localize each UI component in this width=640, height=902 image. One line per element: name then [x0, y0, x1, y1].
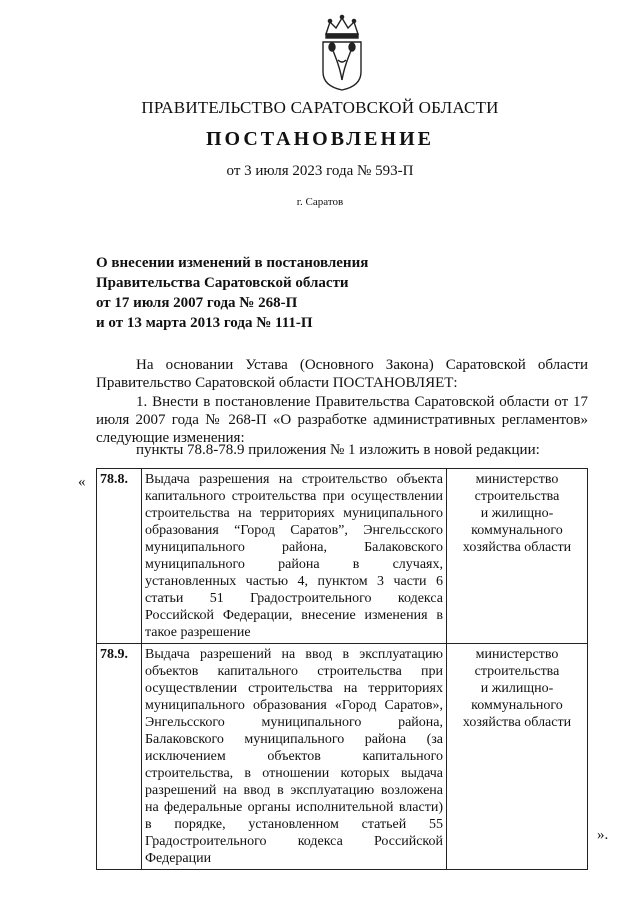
org-line: строительства — [474, 489, 560, 504]
org-line: хозяйства области — [462, 540, 572, 555]
org-line: коммунального — [471, 698, 563, 713]
org-line: строительства — [474, 664, 560, 679]
row-responsible-body — [447, 469, 588, 644]
close-quote: ». — [597, 827, 609, 843]
org-line: и жилищно- — [480, 681, 554, 696]
open-quote: « — [78, 474, 86, 490]
row-responsible-body — [447, 644, 588, 870]
body-paragraph-items: пункты 78.8-78.9 приложения № 1 изложить в новой редакции: — [136, 442, 540, 458]
org-line: коммунального — [471, 523, 563, 538]
subject-line: О внесении изменений в постановления — [96, 255, 369, 271]
row-description: Выдача разрешений на ввод в эксплуатацию объектов капитального строительства при осуществлении строительства на территориях муниципального образования «Город Саратов», Энгельсского муниципального района, Балаковского муниципального района (за исключением объектов капитального строительства, в отношении которых выдача разрешений на ввод в эксплуатацию возложена на федеральные органы исполнительной власти) в порядке, установленном статьей 55 Градостроительного кодекса Российской Федерации — [142, 644, 447, 870]
body-paragraph-basis: На основании Устава (Основного Закона) Саратовской области Правительство Саратовской области ПОСТАНОВЛЯЕТ: — [96, 357, 588, 391]
coat-of-arms-emblem — [320, 14, 364, 92]
body-paragraph-amendment: 1. Внести в постановление Правительства Саратовской области от 17 июля 2007 года № 268-П «О разработке административных регламентов» следующие изменения: — [96, 394, 588, 446]
document-date-number: от 3 июля 2023 года № 593-П — [226, 163, 414, 179]
regulations-table — [96, 468, 588, 870]
row-number: 78.9. — [97, 644, 142, 870]
org-line: министерство — [475, 647, 559, 662]
table-row — [97, 469, 588, 644]
org-line: министерство — [475, 472, 559, 487]
org-line: хозяйства области — [462, 715, 572, 730]
row-number: 78.8. — [97, 469, 142, 644]
table-row — [97, 644, 588, 870]
subject-line: и от 13 марта 2013 года № 111-П — [96, 315, 313, 331]
document-city: г. Саратов — [296, 196, 344, 208]
document-type-title: ПОСТАНОВЛЕНИЕ — [206, 128, 434, 150]
subject-line: от 17 июля 2007 года № 268-П — [96, 295, 298, 311]
row-description: Выдача разрешения на строительство объекта капитального строительства при осуществлении строительства на территориях муниципального образования “Город Саратов”, Энгельсского муниципального района, Балаковского муниципального района в случаях, установленных частью 4, пунктом 3 части 6 статьи 51 Градостроительного кодекса Российской Федерации, внесение изменения в такое разрешение — [142, 469, 447, 644]
document-subject — [96, 253, 426, 333]
subject-line: Правительства Саратовской области — [96, 275, 349, 291]
org-line: и жилищно- — [480, 506, 554, 521]
organization-title: ПРАВИТЕЛЬСТВО САРАТОВСКОЙ ОБЛАСТИ — [141, 98, 499, 117]
